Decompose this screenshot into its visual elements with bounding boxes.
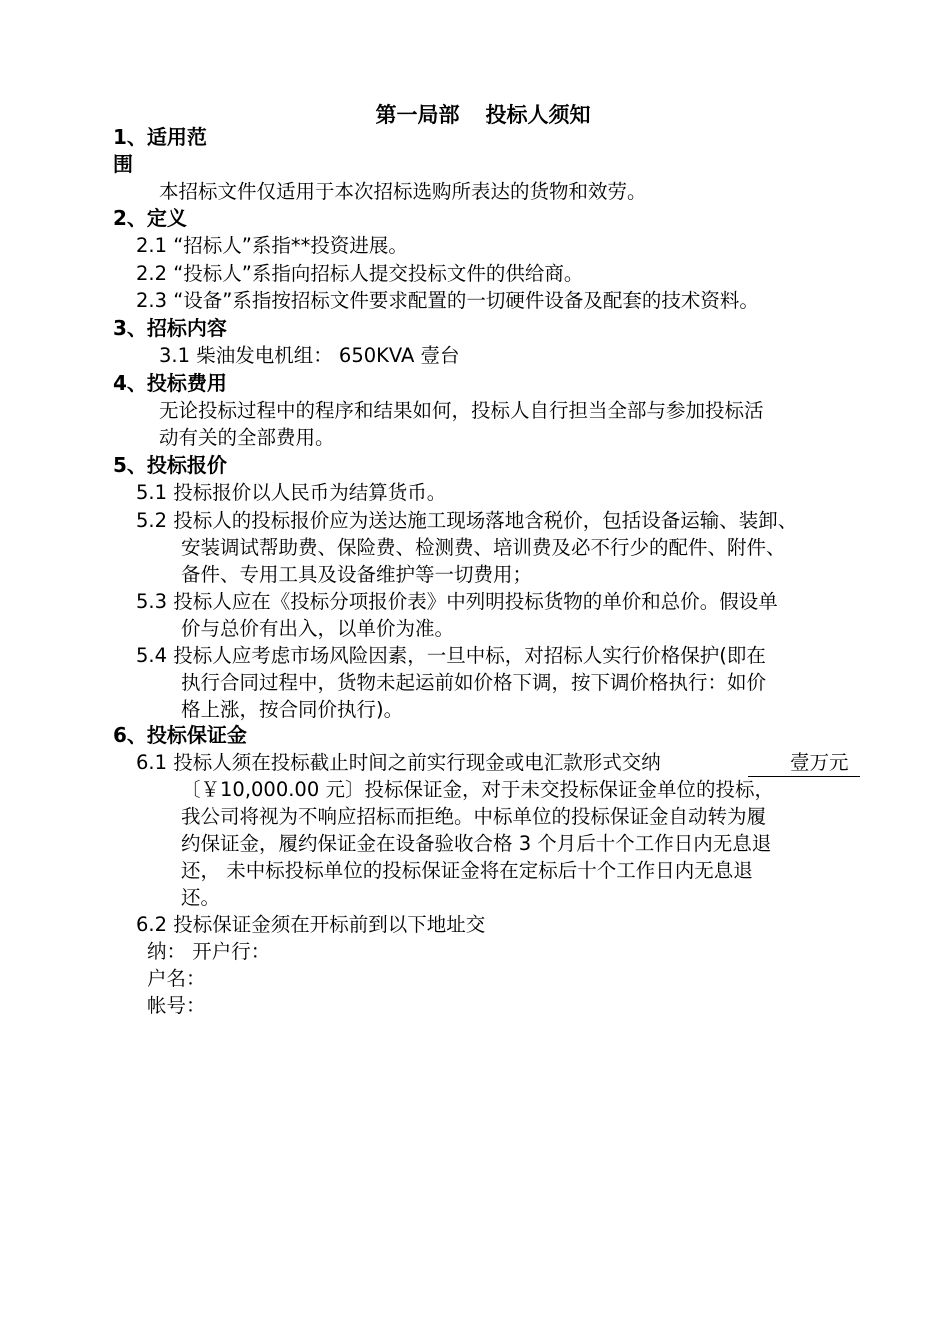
section-5-item-3-line-1: 5.3 投标人应在《投标分项报价表》中列明投标货物的单价和总价。假设单: [136, 590, 778, 613]
section-4-line-1: 无论投标过程中的程序和结果如何，投标人自行担当全部与参加投标活: [159, 399, 764, 422]
section-3-heading: 3、招标内容: [113, 316, 227, 340]
section-5-item-3-line-2: 价与总价有出入，以单价为准。: [181, 617, 455, 640]
section-5-item-2-line-2: 安装调试帮助费、保险费、检测费、培训费及必不行少的配件、附件、: [181, 536, 786, 559]
section-6-item-1-line-3: 我公司将视为不响应招标而拒绝。中标单位的投标保证金自动转为履: [181, 805, 767, 828]
section-2-item-3: 2.3 “设备”系指按招标文件要求配置的一切硬件设备及配套的技术资料。: [136, 289, 759, 312]
section-4-line-2: 动有关的全部费用。: [159, 426, 335, 449]
section-6-item-1-line-2: 〔￥10,000.00 元〕投标保证金，对于未交投标保证金单位的投标，: [181, 778, 774, 801]
title-part-1: 第一局部: [375, 103, 460, 127]
section-6-item-1-line-6: 还。: [181, 886, 221, 909]
section-6-item-1-line-5: 还， 未中标投标单位的投标保证金将在定标后十个工作日内无息退: [181, 859, 753, 882]
title-part-2: 投标人须知: [485, 103, 591, 127]
section-6-item-1-line-1: 6.1 投标人须在投标截止时间之前实行现金或电汇款形式交纳: [136, 751, 661, 774]
section-2-heading: 2、定义: [113, 206, 187, 230]
section-6-heading: 6、投标保证金: [113, 723, 247, 747]
section-5-item-2-line-3: 备件、专用工具及设备维护等一切费用；: [181, 563, 533, 586]
section-5-item-4-line-1: 5.4 投标人应考虑市场风险因素，一旦中标，对招标人实行价格保护(即在: [136, 644, 766, 667]
section-2-item-1: 2.1 “招标人”系指**投资进展。: [136, 234, 408, 257]
section-1-heading-line-1: 1、适用范: [113, 125, 207, 149]
section-6-item-1-line-4: 约保证金，履约保证金在设备验收合格 3 个月后十个工作日内无息退: [181, 832, 772, 855]
section-5-heading: 5、投标报价: [113, 453, 227, 477]
section-5-item-1: 5.1 投标报价以人民币为结算货币。: [136, 481, 447, 504]
section-5-item-4-line-2: 执行合同过程中，货物未起运前如价格下调，按下调价格执行：如价: [181, 671, 767, 694]
section-5-item-4-line-3: 格上涨，按合同价执行)。: [181, 698, 404, 721]
section-6-item-2-line-2: 纳： 开户行：: [147, 940, 271, 963]
deposit-amount-text: 壹万元: [790, 751, 849, 774]
section-1-paragraph: 本招标文件仅适用于本次招标选购所表达的货物和效劳。: [159, 180, 647, 203]
account-name-label: 户名：: [147, 967, 206, 990]
section-5-item-2-line-1: 5.2 投标人的投标报价应为送达施工现场落地含税价，包括设备运输、装卸、: [136, 509, 798, 532]
account-number-label: 帐号：: [147, 994, 206, 1017]
section-6-item-2-line-1: 6.2 投标保证金须在开标前到以下地址交: [136, 913, 486, 936]
section-1-heading-line-2: 围: [113, 152, 133, 176]
section-2-item-2: 2.2 “投标人”系指向招标人提交投标文件的供给商。: [136, 262, 584, 285]
section-4-heading: 4、投标费用: [113, 371, 227, 395]
section-3-item-1: 3.1 柴油发电机组： 650KVA 壹台: [159, 344, 460, 367]
